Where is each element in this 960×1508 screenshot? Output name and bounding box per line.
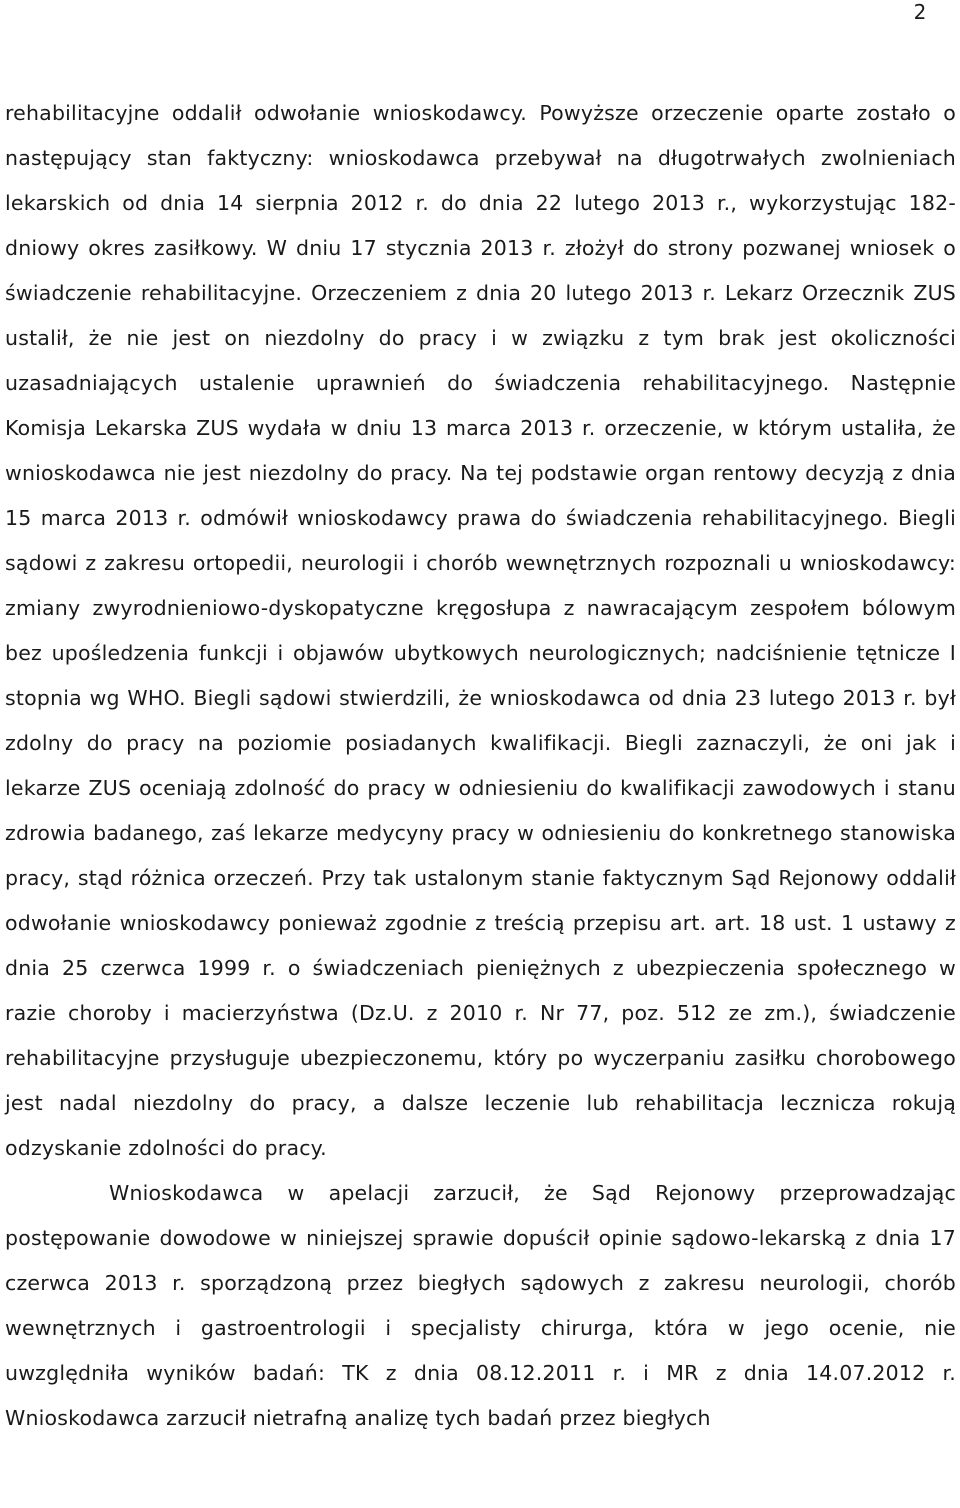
document-body [5, 91, 956, 1441]
paragraph-1: rehabilitacyjne oddalił odwołanie wnioskodawcy. Powyższe orzeczenie oparte zostało o następujący stan faktyczny: wnioskodawca przebywał na długotrwałych zwolnieniach lekarskich od dnia 14 sierpnia 2012 r. do dnia 22 lutego 2013 r., wykorzystując 182-dniowy okres zasiłkowy. W dniu 17 stycznia 2013 r. złożył do strony pozwanej wniosek o świadczenie rehabilitacyjne. Orzeczeniem z dnia 20 lutego 2013 r. Lekarz Orzecznik ZUS ustalił, że nie jest on niezdolny do pracy i w związku z tym brak jest okoliczności uzasadniających ustalenie uprawnień do świadczenia rehabilitacyjnego. Następnie Komisja Lekarska ZUS wydała w dniu 13 marca 2013 r. orzeczenie, w którym ustaliła, że wnioskodawca nie jest niezdolny do pracy. Na tej podstawie organ rentowy decyzją z dnia 15 marca 2013 r. odmówił wnioskodawcy prawa do świadczenia rehabilitacyjnego. Biegli sądowi z zakresu ortopedii, neurologii i chorób wewnętrznych rozpoznali u wnioskodawcy: zmiany zwyrodnieniowo-dyskopatyczne kręgosłupa z nawracającym zespołem bólowym bez upośledzenia funkcji i objawów ubytkowych neurologicznych; nadciśnienie tętnicze I stopnia wg WHO. Biegli sądowi stwierdzili, że wnioskodawca od dnia 23 lutego 2013 r. był zdolny do pracy na poziomie posiadanych kwalifikacji. Biegli zaznaczyli, że oni jak i lekarze ZUS oceniają zdolność do pracy w odniesieniu do kwalifikacji zawodowych i stanu zdrowia badanego, zaś lekarze medycyny pracy w odniesieniu do konkretnego stanowiska pracy, stąd różnica orzeczeń. Przy tak ustalonym stanie faktycznym Sąd Rejonowy oddalił odwołanie wnioskodawcy ponieważ zgodnie z treścią przepisu art. art. 18 ust. 1 ustawy z dnia 25 czerwca 1999 r. o świadczeniach pieniężnych z ubezpieczenia społecznego w razie choroby i macierzyństwa (Dz.U. z 2010 r. Nr 77, poz. 512 ze zm.), świadczenie rehabilitacyjne przysługuje ubezpieczonemu, który po wyczerpaniu zasiłku chorobowego jest nadal niezdolny do pracy, a dalsze leczenie lub rehabilitacja lecznicza rokują odzyskanie zdolności do pracy. [5, 101, 956, 1160]
page-number: 2 [913, 0, 927, 24]
paragraph-2: Wnioskodawca w apelacji zarzucił, że Sąd Rejonowy przeprowadzając postępowanie dowodowe w niniejszej sprawie dopuścił opinie sądowo-lekarską z dnia 17 czerwca 2013 r. sporządzoną przez biegłych sądowych z zakresu neurologii, chorób wewnętrznych i gastroentrologii i specjalisty chirurga, która w jego ocenie, nie uwzględniła wyników badań: TK z dnia 08.12.2011 r. i MR z dnia 14.07.2012 r. Wnioskodawca zarzucił nietrafną analizę tych badań przez biegłych [5, 1181, 956, 1430]
